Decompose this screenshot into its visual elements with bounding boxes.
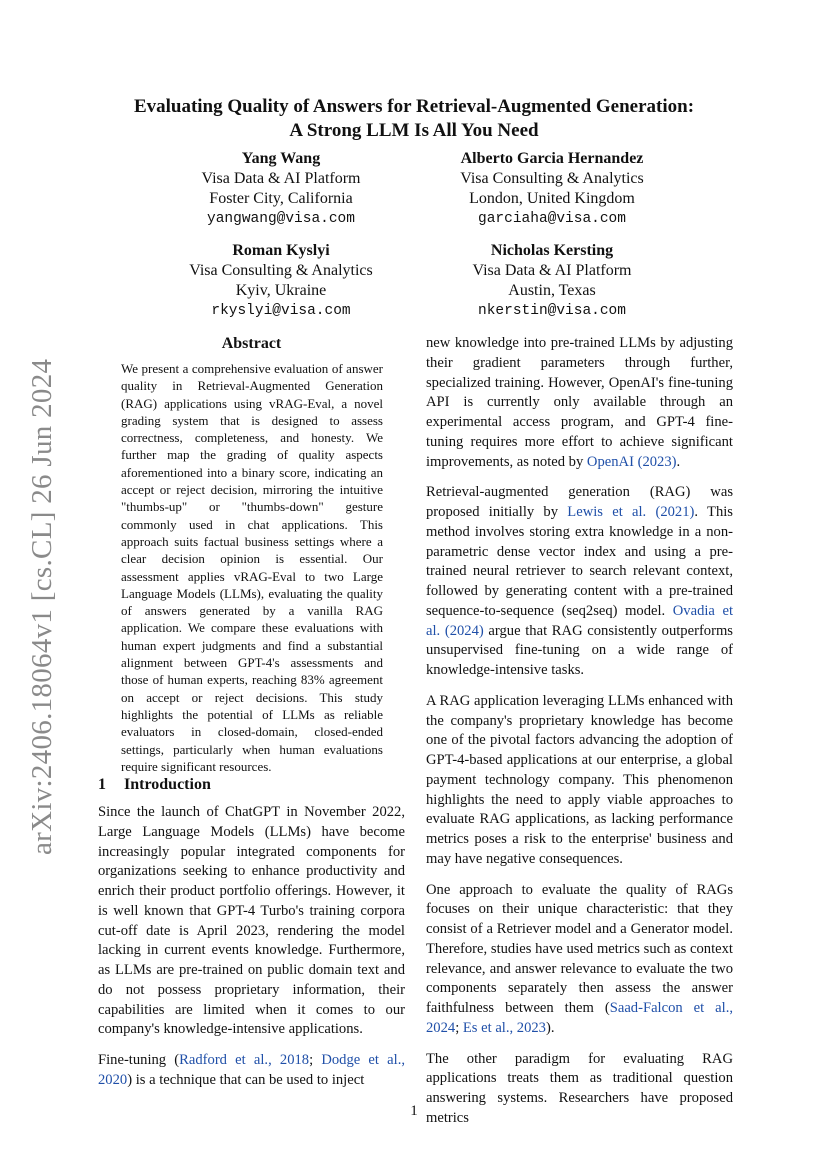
intro-paragraph-2	[98, 1051, 405, 1091]
text-span: new knowledge into pre-trained LLMs by adjusting their gradient parameters through further, specialized training. However, OpenAI's fine-tuning API is currently only available through an experimental access program, and GPT-4 fine-tuning requires more effort to achieve significant improvements, as noted by	[426, 335, 733, 470]
right-paragraph-1	[426, 334, 733, 472]
author-block-1	[131, 149, 431, 229]
author-location: Foster City, California	[209, 190, 353, 207]
section-heading-introduction	[98, 776, 211, 794]
intro-paragraph-1: Since the launch of ChatGPT in November 2022, Large Language Models (LLMs) have become increasingly popular integrated components for organizations seeking to enhance productivity and enrich their product portfolio offerings. However, it is well known that GPT-4 Turbo's training corpora cut-off date is April 2023, rendering the model lacking in current events knowledge. Furthermore, as LLMs are pre-trained on public domain text and do not possess proprietary information, their capabilities are limited when it comes to our company's knowledge-intensive applications.	[98, 804, 405, 1038]
abstract-heading: Abstract	[221, 335, 282, 352]
text-span: One approach to evaluate the quality of RAGs focuses on their unique characteristic: that they consist of a Retriever model and a Generator model. Therefore, studies have used metrics such as context relevance, and answer relevance to evaluate the two components separately then assess the answer faithfulness between them (	[426, 881, 733, 1016]
right-paragraph-4	[426, 881, 733, 1039]
right-column-body	[426, 334, 733, 1140]
author-affiliation: Visa Data & AI Platform	[201, 170, 361, 187]
citation-link[interactable]: Dodge et al., 2020	[98, 1052, 405, 1088]
abstract-body: We present a comprehensive evaluation of answer quality in Retrieval-Augmented Generation (RAG) applications using vRAG-Eval, a novel grading system that is designed to assess correctness, completeness, and honesty. We further map the grading of quality aspects aforementioned into a binary score, indicating an accept or reject decision, mirroring the intuitive "thumbs-up" or "thumbs-down" gesture commonly used in chat applications. This approach suits factual business settings where a clear decision opinion is essential. Our assessment applies vRAG-Eval to two Large Language Models (LLMs), evaluating the quality of answers generated by a vanilla RAG application. We compare these evaluations with human expert judgments and find a substantial alignment between GPT-4's assessments and those of human experts, reaching 83% agreement on accept or reject decisions. This study highlights the potential of LLMs as reliable evaluators in closed-domain, closed-ended settings, particularly when human evaluations require significant resources.	[121, 361, 383, 774]
text-span: argue that RAG consistently outperforms unsupervised fine-tuning on a wide range of knowledge-intensive tasks.	[426, 622, 733, 678]
section-title: Introduction	[124, 776, 211, 793]
page-number: 1	[410, 1103, 418, 1119]
author-location: London, United Kingdom	[469, 190, 635, 207]
author-email[interactable]: garciaha@visa.com	[478, 211, 626, 227]
citation-link[interactable]: Lewis et al. (2021)	[567, 504, 695, 520]
right-paragraph-3: A RAG application leveraging LLMs enhanced with the company's proprietary knowledge has become one of the pivotal factors advancing the adoption of GPT-4-based applications at our enterprise, a global payment technology company. This phenomenon highlights the need to apply viable approaches to evaluate RAG applications, as lacking performance metrics poses a risk to the enterprise' business and may have negative consequences.	[426, 692, 733, 867]
author-affiliation: Visa Consulting & Analytics	[189, 262, 373, 279]
text-span: ) is a technique that can be used to inject	[127, 1071, 365, 1088]
text-span: Fine-tuning (	[98, 1052, 180, 1068]
citation-link[interactable]: Radford et al., 2018	[179, 1052, 310, 1068]
left-column-body	[98, 803, 405, 1102]
title-line-1: Evaluating Quality of Answers for Retrieval-Augmented Generation:	[133, 96, 695, 117]
author-block-2	[402, 149, 702, 229]
author-email[interactable]: yangwang@visa.com	[207, 211, 355, 227]
text-span: Retrieval-augmented generation (RAG) was proposed initially by	[426, 484, 733, 520]
citation-link[interactable]: Saad-Falcon et al., 2024	[426, 1000, 733, 1036]
author-location: Kyiv, Ukraine	[235, 282, 327, 299]
paper-title	[70, 95, 758, 143]
citation-link[interactable]: Ovadia et al. (2024)	[426, 602, 733, 639]
author-name: Alberto Garcia Hernandez	[460, 150, 644, 167]
text-span: ;	[455, 1019, 463, 1036]
text-span: ;	[309, 1052, 322, 1068]
text-span: . This method involves storing extra knowledge in a non-parametric dense vector index and using a pre-trained neural retriever to search relevant context, followed by generating content with a pre-trained sequence-to-sequence (seq2seq) model.	[426, 504, 733, 619]
author-location: Austin, Texas	[508, 282, 596, 299]
title-line-2: A Strong LLM Is All You Need	[289, 120, 539, 141]
author-block-3	[131, 241, 431, 321]
author-email[interactable]: rkyslyi@visa.com	[211, 303, 351, 319]
right-paragraph-5: The other paradigm for evaluating RAG applications treats them as traditional question answering systems. Researchers have proposed metrics	[426, 1050, 733, 1126]
text-span: ).	[545, 1019, 555, 1036]
author-email[interactable]: nkerstin@visa.com	[478, 303, 626, 319]
arxiv-identifier-stamp: arXiv:2406.18064v1 [cs.CL] 26 Jun 2024	[26, 358, 58, 855]
author-name: Roman Kyslyi	[232, 242, 330, 259]
author-name: Nicholas Kersting	[490, 242, 614, 259]
section-number: 1	[98, 776, 106, 793]
text-span: .	[676, 453, 681, 470]
author-block-4	[402, 241, 702, 321]
citation-link[interactable]: OpenAI (2023)	[586, 453, 677, 470]
author-name: Yang Wang	[241, 150, 321, 167]
author-affiliation: Visa Consulting & Analytics	[460, 170, 644, 187]
citation-link[interactable]: Es et al., 2023	[462, 1019, 546, 1036]
author-affiliation: Visa Data & AI Platform	[472, 262, 632, 279]
right-paragraph-2	[426, 483, 733, 681]
